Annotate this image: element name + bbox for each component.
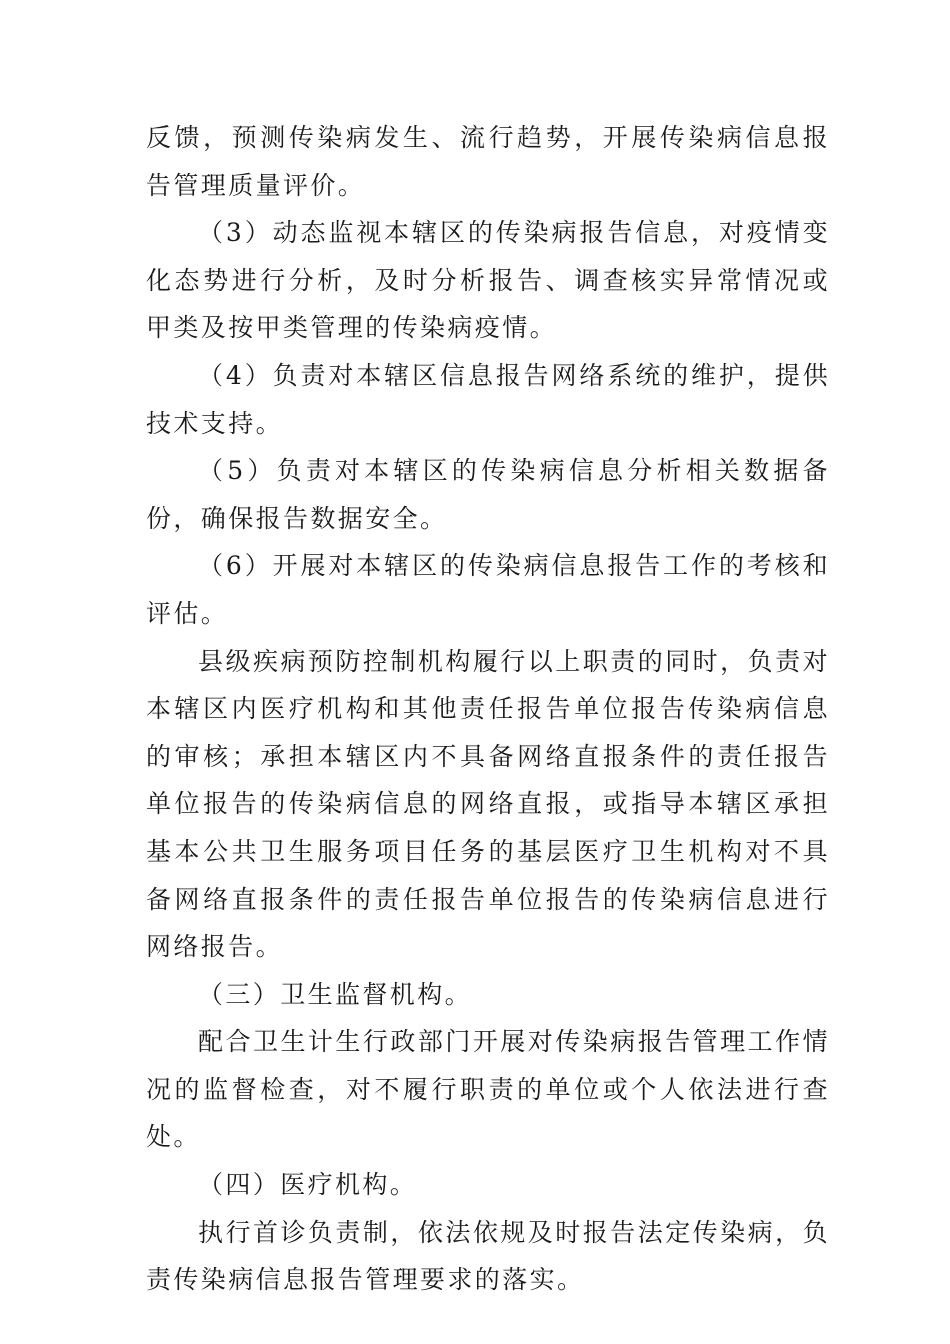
section-heading-medical-institutions: （四）医疗机构。 — [198, 1170, 418, 1200]
paragraph-health-supervision: 配合卫生计生行政部门开展对传染病报告管理工作情况的监督检查，对不履行职责的单位或个人依法进行查处。 — [146, 1027, 830, 1152]
paragraph-medical-institutions: 执行首诊负责制，依法依规及时报告法定传染病，负责传染病信息报告管理要求的落实。 — [146, 1217, 830, 1295]
section-heading-health-supervision: （三）卫生监督机构。 — [198, 979, 473, 1009]
paragraph-item-3: （3）动态监视本辖区的传染病报告信息，对疫情变化态势进行分析，及时分析报告、调查核实异常情况或甲类及按甲类管理的传染病疫情。 — [146, 218, 830, 343]
document-page — [146, 114, 830, 1304]
paragraph-item-4: （4）负责对本辖区信息报告网络系统的维护，提供技术支持。 — [146, 360, 830, 438]
paragraph-item-5: （5）负责对本辖区的传染病信息分析相关数据备份，确保报告数据安全。 — [146, 456, 830, 533]
paragraph-feedback: 反馈，预测传染病发生、流行趋势，开展传染病信息报告管理质量评价。 — [146, 123, 830, 200]
paragraph-item-6: （6）开展对本辖区的传染病信息报告工作的考核和评估。 — [146, 551, 830, 628]
paragraph-county-cdc: 县级疾病预防控制机构履行以上职责的同时，负责对本辖区内医疗机构和其他责任报告单位报告传染病信息的审核；承担本辖区内不具备网络直报条件的责任报告单位报告的传染病信息的网络直报，或指导本辖区承担基本公共卫生服务项目任务的基层医疗卫生机构对不具备网络直报条件的责任报告单位报告的传染病信息进行网络报告。 — [146, 646, 830, 962]
